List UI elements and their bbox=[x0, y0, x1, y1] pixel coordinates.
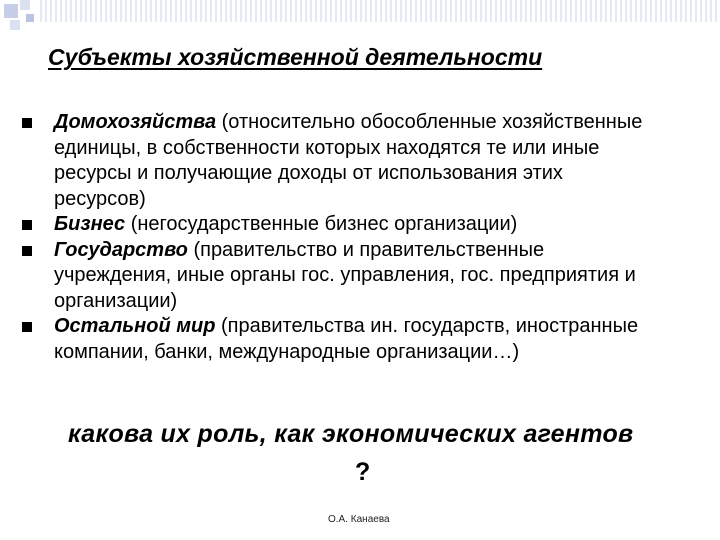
author-footer: О.А. Канаева bbox=[328, 514, 390, 525]
item-term: Остальной мир bbox=[54, 315, 216, 337]
item-text: (относительно обособленные хозяйственные единицы, в собственности которых находятся те или иные ресурсы и получающие доходы от использования этих ресурсов) bbox=[54, 111, 643, 210]
item-term: Бизнес bbox=[54, 213, 126, 235]
subjects-list bbox=[0, 110, 720, 365]
item-text: (негосударственные бизнес организации) bbox=[125, 213, 518, 235]
header-decoration bbox=[0, 0, 720, 40]
list-item bbox=[0, 314, 654, 365]
square-bullet-icon bbox=[22, 118, 32, 128]
list-item bbox=[0, 238, 654, 315]
item-term: Государство bbox=[54, 238, 188, 261]
square-bullet-icon bbox=[22, 246, 32, 256]
slide-title: Субъекты хозяйственной деятельности bbox=[48, 44, 543, 70]
item-term: Домохозяйства bbox=[54, 111, 217, 133]
square-bullet-icon bbox=[22, 322, 32, 332]
list-item bbox=[0, 212, 654, 238]
question-mark: ? bbox=[355, 458, 371, 486]
list-item bbox=[0, 110, 654, 212]
square-bullet-icon bbox=[22, 220, 32, 230]
item-text: (правительство и правительственные учреждения, иные органы гос. управления, гос. предприятия и организации) bbox=[54, 238, 636, 312]
question-text: какова их роль, как экономических агентов bbox=[68, 420, 634, 448]
item-text: (правительства ин. государств, иностранные компании, банки, международные организации…) bbox=[54, 315, 639, 363]
